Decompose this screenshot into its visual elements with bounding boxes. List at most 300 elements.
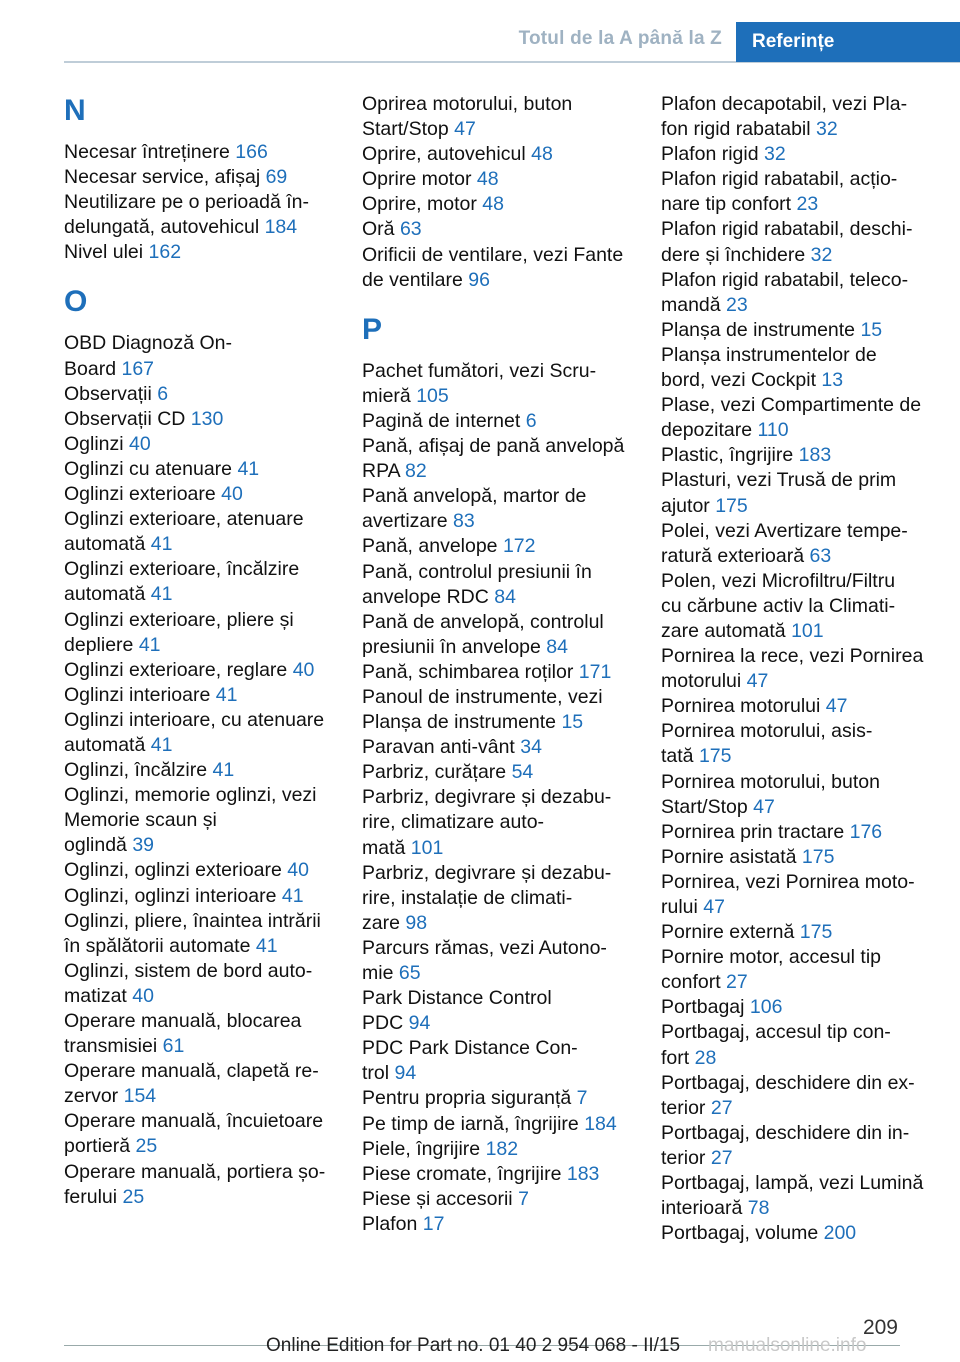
index-entry-text [64,658,346,683]
page-reference-link[interactable]: 47 [703,896,725,918]
index-entry-text-segment: Necesar service, afișaj [64,166,261,189]
page-reference-link[interactable]: 176 [849,820,883,843]
page-reference-link[interactable]: 48 [476,168,499,191]
index-entry-text-segment: RPA [362,460,400,483]
index-entry [362,92,647,142]
index-entry-text [362,1036,647,1061]
index-entry [64,959,346,1009]
index-entry-text [661,293,951,318]
page-reference-link[interactable]: 40 [292,658,315,681]
index-entry [64,683,346,708]
index-entry [64,858,346,883]
index-entry-text [64,984,346,1009]
page-reference-link[interactable]: 69 [265,166,288,189]
page-reference-link[interactable]: 25 [135,1135,158,1158]
index-entry [362,1212,647,1237]
page-reference-link[interactable]: 48 [531,143,553,166]
index-entry-text [64,507,346,532]
index-entry [661,845,951,870]
index-entry-text [362,810,647,835]
index-entry-text-segment: Plase, vezi Compartimente de [661,394,922,417]
index-entry-text-segment: Pornire motor, accesul tip [661,946,882,969]
page-reference-link[interactable]: 47 [746,670,769,693]
page-reference-link[interactable]: 6 [525,409,537,432]
index-entry-text [64,1009,346,1034]
index-entry [661,1071,951,1121]
page-reference-link[interactable]: 47 [825,695,848,718]
page-reference-link[interactable]: 63 [399,218,422,241]
page-reference-link[interactable]: 175 [801,845,835,868]
index-entry-text-segment: Plafon rigid [661,143,759,166]
index-entry-text-segment: în spălătorii automate [64,934,251,957]
page-reference-link[interactable]: 27 [710,1146,733,1169]
page-reference-link[interactable]: 172 [502,535,536,558]
index-entry-text-segment: rire, instalație de climati- [362,886,573,909]
index-entry [64,190,346,240]
index-entry [362,409,647,434]
page-reference-link[interactable]: 41 [138,633,161,656]
index-entry-text-segment: Oglinzi, oglinzi interioare [64,884,277,907]
index-entry-text [64,407,346,432]
index-entry-text-segment: Pornirea la rece, vezi Pornirea [661,645,924,668]
page-reference-link[interactable]: 200 [823,1222,857,1245]
page-reference-link[interactable]: 41 [150,583,173,606]
index-entry [362,1036,647,1086]
index-entry-text [362,836,647,861]
page-reference-link[interactable]: 166 [235,141,268,163]
index-entry-text [64,331,346,356]
page-reference-link[interactable]: 41 [150,733,173,756]
page-reference-link[interactable]: 41 [212,759,235,782]
index-entry-text-segment: Planșa de instrumente [362,711,557,734]
index-entry-text-segment: Paravan anti-vânt [362,736,515,759]
page-reference-link[interactable]: 27 [726,971,748,994]
page-reference-link[interactable]: 40 [132,984,154,1007]
index-entry-text-segment: Portbagaj, accesul tip con- [661,1021,891,1044]
index-entry-text-segment: Oră [362,218,395,241]
index-entry-text [64,1185,346,1210]
index-entry [362,760,647,785]
page-reference-link[interactable]: 78 [747,1197,770,1220]
index-entry [362,610,647,660]
index-entry [661,519,951,569]
index-entry-text-segment: de ventilare [362,268,463,291]
index-entry-text-segment: Pană, schimbarea roților [362,660,574,683]
page-reference-link[interactable]: 47 [454,118,476,141]
index-entry-text-segment: ferului [64,1185,118,1208]
page-reference-link[interactable]: 40 [221,483,243,506]
index-entry-text [661,895,951,920]
index-entry-text [661,494,951,519]
index-entry [362,685,647,735]
index-entry-text-segment: Oprirea motorului, buton [362,93,573,115]
page-reference-link[interactable]: 13 [821,369,844,392]
index-entry-text-segment: anvelope RDC [362,585,489,608]
page-reference-link[interactable]: 23 [726,293,748,316]
index-entry-text-segment: Pornire asistată [661,845,797,868]
index-entry-text [661,694,951,719]
index-entry [362,534,647,559]
page-reference-link[interactable]: 63 [809,544,832,567]
index-entry-text [661,368,951,393]
index-entry [362,1187,647,1212]
index-entry-text [362,92,647,117]
index-entry [362,1112,647,1137]
index-entry-text-segment: Pachet fumători, vezi Scru- [362,359,597,382]
index-entry-text-segment: nare tip confort [661,193,792,216]
page-reference-link[interactable]: 41 [281,884,304,907]
index-entry-text-segment: Polei, vezi Avertizare tempe- [661,519,908,542]
index-entry [64,457,346,482]
index-entry-text [661,569,951,594]
index-entry-text [661,594,951,619]
index-entry-text [661,167,951,192]
page-reference-link[interactable]: 130 [190,407,224,430]
index-entry-text [362,685,647,710]
page-reference-link[interactable]: 101 [410,836,444,859]
index-entry-text-segment: Piele, îngrijire [362,1137,481,1160]
index-entry-text [661,343,951,368]
index-entry-text [362,484,647,509]
index-entry-text [362,509,647,534]
page-reference-link[interactable]: 15 [561,711,584,734]
index-entry-text-segment: automată [64,733,146,756]
index-entry-text-segment: Oglinzi interioare [64,683,211,706]
index-entry-text-segment: Oprire motor [362,168,472,191]
index-entry-text-segment: ajutor [661,494,710,517]
page-reference-link[interactable]: 48 [482,193,504,216]
index-entry-text-segment: Oglinzi, pliere, înaintea intrării [64,909,321,932]
page-reference-link[interactable]: 101 [791,619,824,642]
index-entry-text-segment: Panoul de instrumente, vezi [362,685,603,708]
index-entry-text-segment: Pagină de internet [362,409,521,432]
index-entry-text-segment: zare automată [661,619,786,642]
index-entry [64,783,346,858]
index-entry [64,1009,346,1059]
page-reference-link[interactable]: 17 [422,1212,445,1235]
index-entry-text [661,644,951,669]
index-entry-text-segment: mieră [362,384,411,407]
index-entry-text-segment: Plafon rigid rabatabil, deschi- [661,218,913,241]
index-entry-text-segment: Polen, vezi Microfiltru/Filtru [661,569,896,592]
index-entry-text [661,1071,951,1096]
index-entry-text [362,585,647,610]
page-reference-link[interactable]: 94 [408,1012,431,1035]
page-reference-link[interactable]: 27 [710,1096,733,1119]
index-entry-text [362,1011,647,1036]
page-reference-link[interactable]: 110 [757,419,789,442]
page-reference-link[interactable]: 41 [237,457,260,480]
index-entry-text [64,215,346,240]
page-reference-link[interactable]: 175 [715,494,748,517]
index-entry-text [362,142,647,167]
index-entry [64,658,346,683]
index-entry-text-segment: Oglinzi exterioare, încălzire [64,558,300,581]
index-entry-text [362,735,647,760]
index-letter-heading: O [64,285,88,319]
index-entry [64,331,346,381]
index-entry-text [64,165,346,190]
index-entry [661,268,951,318]
index-entry [362,217,647,242]
index-entry-text [362,409,647,434]
index-entry-text [362,1112,647,1137]
page-reference-link[interactable]: 32 [810,243,833,266]
page-reference-link[interactable]: 154 [123,1085,157,1108]
index-entry-text [362,1162,647,1187]
index-entry-text [362,911,647,936]
index-entry-text [661,217,951,242]
index-entry [362,1086,647,1111]
page-reference-link[interactable]: 7 [576,1087,588,1110]
page-reference-link[interactable]: 184 [264,216,298,239]
page-reference-link[interactable]: 39 [132,834,155,857]
index-entry-text [661,1046,951,1071]
index-entry-text [362,760,647,785]
index-entry-text-segment: Pană de anvelopă, controlul [362,610,604,633]
index-entry-text [661,117,951,142]
index-entry-text-segment: terior [661,1096,706,1119]
index-entry-text [661,669,951,694]
index-entry-text-segment: rului [661,896,698,918]
index-entry-text-segment: Oglinzi, sistem de bord auto- [64,959,313,982]
index-entry-text-segment: depliere [64,633,134,656]
index-entry-text-segment: Plasturi, vezi Trusă de prim [661,469,897,492]
index-entry-text-segment: Oglinzi exterioare [64,483,216,506]
index-entry-text-segment: Oprire, autovehicul [362,143,526,166]
index-entry-text-segment: Necesar întreținere [64,141,230,163]
page-reference-link[interactable]: 175 [799,921,833,944]
index-entry-text [661,519,951,544]
index-entry [64,240,346,265]
index-entry-text [661,1121,951,1146]
index-entry-text-segment: fon rigid rabatabil [661,118,811,141]
index-entry-text-segment: Oglinzi cu atenuare [64,457,233,480]
index-entry [64,758,346,783]
page-reference-link[interactable]: 84 [494,585,516,608]
index-entry [64,432,346,457]
index-entry [661,142,951,167]
page-reference-link[interactable]: 167 [121,357,155,380]
index-entry-text-segment: Observații CD [64,407,186,430]
index-entry-text [362,986,647,1011]
index-entry-text-segment: Pornirea motorului, asis- [661,720,873,743]
index-entry-text-segment: Plafon [362,1212,418,1235]
page-reference-link[interactable]: 183 [798,444,832,467]
index-entry [64,165,346,190]
index-entry-text [661,243,951,268]
index-entry-text-segment: Nivel ulei [64,241,144,264]
index-entry-text-segment: Plafon rigid rabatabil, teleco- [661,268,909,291]
index-entry-text [362,117,647,142]
page-reference-link[interactable]: 6 [157,382,169,405]
page-reference-link[interactable]: 171 [578,660,612,683]
index-entry-text-segment: Neutilizare pe o perioadă în- [64,191,309,214]
page-reference-link[interactable]: 94 [394,1062,417,1085]
index-entry-text-segment: Oglinzi, oglinzi exterioare [64,859,282,882]
page-reference-link[interactable]: 32 [763,143,786,166]
index-entry [661,217,951,267]
index-entry [661,920,951,945]
page-reference-link[interactable]: 15 [860,318,883,341]
index-entry-text [362,886,647,911]
index-entry-text [661,1020,951,1045]
index-entry [661,569,951,644]
index-entry-text-segment: Oglinzi interioare, cu atenuare [64,708,325,731]
index-entry [64,140,346,165]
index-entry-text-segment: Oprire, motor [362,193,477,216]
index-entry-text [661,920,951,945]
index-entry-text-segment: avertizare [362,510,448,533]
page-reference-link[interactable]: 32 [816,118,838,141]
index-entry [362,560,647,610]
index-entry-text-segment: Planșa instrumentelor de [661,343,877,366]
index-entry-text [661,1196,951,1221]
index-entry [362,192,647,217]
page-reference-link[interactable]: 98 [405,911,428,934]
header-tab-references[interactable]: Referințe [736,22,960,62]
index-entry-text-segment: transmisiei [64,1035,158,1058]
watermark: manualsonline.info [708,1335,867,1356]
page-reference-link[interactable]: 65 [398,962,421,984]
index-entry-text [362,434,647,459]
index-entry-text [661,970,951,995]
index-entry-text-segment: terior [661,1146,706,1169]
index-entry-text [661,744,951,769]
index-entry-text-segment: Portbagaj [661,996,745,1019]
index-entry-text [64,382,346,407]
index-entry [661,1171,951,1221]
index-entry-text [661,318,951,343]
page-reference-link[interactable]: 82 [405,460,427,483]
index-entry-text-segment: PDC Park Distance Con- [362,1037,578,1060]
index-entry-text-segment: mată [362,836,406,859]
index-entry [64,482,346,507]
page-reference-link[interactable]: 182 [485,1137,519,1160]
index-entry-text-segment: PDC [362,1012,404,1035]
index-entry-text-segment: Pornirea motorului [661,695,821,718]
header-section-title: Totul de la A până la Z [518,28,722,49]
index-entry [64,1059,346,1109]
page-reference-link[interactable]: 183 [566,1162,600,1185]
index-entry-text-segment: Pană, controlul presiunii în [362,560,592,583]
index-entry-text-segment: zervor [64,1085,119,1108]
index-entry-text [362,660,647,685]
index-entry-text-segment: Portbagaj, lampă, vezi Lumină [661,1172,924,1195]
page-reference-link[interactable]: 61 [162,1035,185,1058]
index-entry-text [661,92,951,117]
index-entry [661,167,951,217]
index-entry [362,434,647,484]
index-entry [661,644,951,694]
index-entry-text [64,959,346,984]
index-entry-text-segment: oglindă [64,834,127,857]
page-reference-link[interactable]: 83 [453,510,475,533]
index-entry-text-segment: Pornirea prin tractare [661,820,845,843]
page-reference-link[interactable]: 106 [749,996,783,1019]
index-entry-text-segment: Oglinzi, încălzire [64,759,208,782]
index-entry-text-segment: Operare manuală, portiera șo- [64,1160,326,1183]
index-entry-text-segment: Pe timp de iarnă, îngrijire [362,1112,579,1135]
index-entry-text [64,1160,346,1185]
index-entry [64,1109,346,1159]
page-reference-link[interactable]: 41 [215,683,238,706]
page-reference-link[interactable]: 41 [150,533,173,556]
page-reference-link[interactable]: 25 [122,1185,145,1208]
index-entry-text-segment: Parbriz, curățare [362,761,507,784]
page-number: 209 [862,1316,898,1339]
index-entry-text-segment: Portbagaj, deschidere din in- [661,1121,910,1144]
page-reference-link[interactable]: 40 [287,859,309,882]
page-reference-link[interactable]: 47 [753,795,775,818]
index-entry [362,1137,647,1162]
page-reference-link[interactable]: 34 [520,736,542,759]
index-entry-text-segment: motorului [661,670,742,693]
page-reference-link[interactable]: 96 [468,268,490,291]
page-reference-link[interactable]: 40 [129,432,151,455]
index-entry-text-segment: bord, vezi Cockpit [661,369,816,392]
index-entry-text-segment: Plafon rigid rabatabil, acțio- [661,168,898,191]
index-entry-text [362,610,647,635]
index-entry-text [362,384,647,409]
page-reference-link[interactable]: 184 [584,1112,617,1135]
index-entry-text [661,795,951,820]
index-entry [362,1162,647,1187]
index-entry [362,243,647,293]
index-entry [661,945,951,995]
index-entry-text-segment: confort [661,971,721,994]
index-entry-text-segment: Orificii de ventilare, vezi Fante [362,243,624,266]
index-entry-text [64,357,346,382]
index-entry-text [661,443,951,468]
index-entry-text-segment: portieră [64,1135,131,1158]
index-entry-text [64,909,346,934]
index-entry [64,884,346,909]
index-entry-text [661,393,951,418]
index-entry-text [64,140,346,165]
index-entry-text-segment: Portbagaj, volume [661,1222,819,1245]
page-reference-link[interactable]: 105 [416,384,449,407]
page-reference-link[interactable]: 54 [511,761,534,784]
index-entry-text-segment: Park Distance Control [362,987,552,1010]
page-reference-link[interactable]: 175 [698,745,732,768]
index-entry-text [362,1061,647,1086]
index-entry-text [362,1086,647,1111]
page-reference-link[interactable]: 28 [694,1046,717,1069]
index-entry [64,1160,346,1210]
page-reference-link[interactable]: 7 [518,1187,529,1210]
index-entry [64,407,346,432]
index-entry [362,660,647,685]
index-entry-text [661,770,951,795]
index-entry-text [64,1059,346,1084]
index-entry-text-segment: presiunii în anvelope [362,635,541,658]
index-entry-text [362,936,647,961]
page-reference-link[interactable]: 84 [546,635,568,658]
page-reference-link[interactable]: 162 [148,241,182,264]
index-entry-text [362,268,647,293]
index-entry [661,343,951,393]
index-entry [661,770,951,820]
index-column-2 [362,92,647,1237]
index-entry-text-segment: Oglinzi exterioare, atenuare [64,508,304,531]
index-entry-text-segment: automată [64,533,146,556]
index-entry-text [64,608,346,633]
index-entry-text [64,1134,346,1159]
index-entry-text [661,418,951,443]
page-reference-link[interactable]: 23 [796,193,819,216]
page-reference-link[interactable]: 41 [255,934,278,957]
